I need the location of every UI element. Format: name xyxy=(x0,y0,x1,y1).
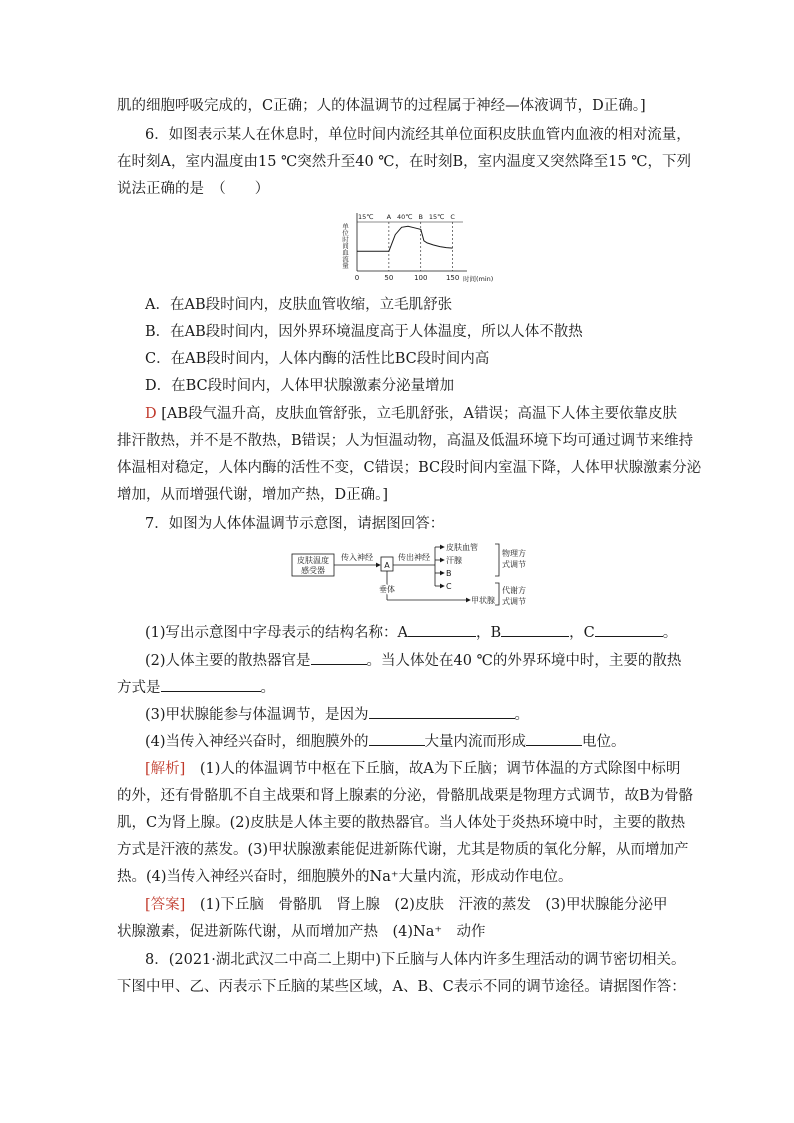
physical-bracket xyxy=(495,544,499,576)
answer-6-line xyxy=(145,405,677,423)
answer-6-line: 体温相对稳定，人体内酶的活性不变，C错误；BC段时间内室温下降，人体甲状腺激素分泌 xyxy=(117,460,702,476)
text: 。 xyxy=(260,680,275,696)
efferent-label: 传出神经 xyxy=(398,553,430,562)
physical-label: 物理方 xyxy=(502,549,526,558)
blood-flow-chart xyxy=(335,205,495,287)
segment-label: 15℃ xyxy=(358,213,374,221)
target-label: 皮肤血管 xyxy=(446,543,478,552)
answer-blank[interactable] xyxy=(595,622,663,637)
answer-letter: D xyxy=(145,406,157,422)
segment-label: C xyxy=(450,213,455,221)
explanation-line: 肌，C为肾上腺。(2)皮肤是人体主要的散热器官。当人体处于炎热环境中时，主要的散热 xyxy=(117,815,686,831)
answer-6-line: 增加，从而增强代谢，增加产热，D正确。] xyxy=(117,487,389,503)
text: (3)甲状腺能参与体温调节，是因为 xyxy=(145,707,369,723)
option-c: C．在AB段时间内，人体内酶的活性比BC段时间内高 xyxy=(145,351,490,367)
thyroid-label: 甲状腺 xyxy=(471,596,495,605)
question-6-line: 在时刻A，室内温度由15 ℃突然升至40 ℃，在时刻B，室内温度又突然降至15 ℃，下列 xyxy=(117,154,691,170)
x-axis-label: 时间(min) xyxy=(463,275,494,283)
pituitary-label: 垂体 xyxy=(379,585,395,594)
answer-blank[interactable] xyxy=(161,677,261,692)
segment-label: A xyxy=(386,213,392,221)
x-tick-label: 50 xyxy=(384,274,394,282)
question-7-part-2 xyxy=(145,650,681,670)
option-d: D．在BC段时间内，人体甲状腺激素分泌量增加 xyxy=(145,378,455,394)
explanation-line: 的外，还有骨骼肌不自主战栗和肾上腺素的分泌，骨骼肌战栗是物理方式调节，故B为骨骼 xyxy=(117,788,694,804)
answer-blank[interactable] xyxy=(369,731,425,746)
physical-label: 式调节 xyxy=(502,560,526,569)
text: 。 xyxy=(514,707,530,723)
answer-line: 状腺激素，促进新陈代谢，从而增加产热 (4)Na⁺ 动作 xyxy=(117,924,486,940)
question-7-part-3 xyxy=(145,704,529,724)
answer-tag: [答案] xyxy=(145,897,186,913)
text: ，B xyxy=(476,625,502,641)
explanation-text: (1)人的体温调节中枢在下丘脑，故A为下丘脑；调节体温的方式除图中标明 xyxy=(185,761,681,777)
answer-text: [AB段气温升高，皮肤血管舒张，立毛肌舒张，A错误；高温下人体主要依靠皮肤 xyxy=(161,406,678,422)
explanation-line xyxy=(145,760,680,778)
explanation-line: 方式是汗液的蒸发。(3)甲状腺激素能促进新陈代谢，尤其是物质的氧化分解，从而增加产 xyxy=(117,842,689,858)
text: (1)写出示意图中字母表示的结构名称：A xyxy=(145,625,409,641)
text: (4)当传入神经兴奋时，细胞膜外的 xyxy=(145,734,369,750)
answer-blank[interactable] xyxy=(408,622,476,637)
question-8-line: 下图中甲、乙、丙表示下丘脑的某些区域，A、B、C表示不同的调节途径。请据图作答： xyxy=(117,979,686,995)
question-7-line: 7．如图为人体体温调节示意图，请据图回答： xyxy=(145,516,445,532)
question-7-part-1 xyxy=(145,622,677,642)
option-a: A．在AB段时间内，皮肤血管收缩，立毛肌舒张 xyxy=(145,297,453,313)
metabolic-label: 代谢方 xyxy=(502,586,526,595)
question-6-line: 6．如图表示某人在休息时，单位时间内流经其单位面积皮肤血管内血液的相对流量， xyxy=(145,127,691,143)
text: 方式是 xyxy=(117,680,161,696)
thermoregulation-diagram xyxy=(290,540,540,606)
segment-label: B xyxy=(418,213,423,221)
text: 。当人体处在40 ℃的外界环境中时，主要的散热 xyxy=(366,653,682,669)
answer-blank[interactable] xyxy=(501,622,569,637)
y-axis-label: 单位时间血流量 xyxy=(341,223,349,269)
text: 。 xyxy=(662,625,678,641)
afferent-label: 传入神经 xyxy=(341,553,373,562)
x-tick-label: 100 xyxy=(414,274,428,282)
answer-blank[interactable] xyxy=(311,650,367,665)
explanation-tag: [解析] xyxy=(145,761,186,777)
answer-blank[interactable] xyxy=(369,704,515,719)
receptor-label: 感受器 xyxy=(301,566,325,575)
center-label: A xyxy=(384,561,390,570)
text-line: 肌的细胞呼吸完成的，C正确；人的体温调节的过程属于神经—体液调节，D正确。] xyxy=(117,98,646,114)
question-6-line: 说法正确的是 （ ） xyxy=(117,181,270,197)
target-label: C xyxy=(446,582,452,591)
answer-line xyxy=(145,896,667,914)
target-label: B xyxy=(446,569,452,578)
blood-flow-series-line xyxy=(357,226,453,251)
question-8-line: 8．(2021·湖北武汉二中高二上期中)下丘脑与人体内许多生理活动的调节密切相关。 xyxy=(145,952,686,968)
option-b: B．在AB段时间内，因外界环境温度高于人体温度，所以人体不散热 xyxy=(145,324,583,340)
text: 大量内流而形成 xyxy=(424,734,527,750)
question-7-part-4 xyxy=(145,731,626,751)
chart-marks xyxy=(357,226,453,251)
x-tick-label: 150 xyxy=(445,274,460,282)
target-label: 汗腺 xyxy=(446,556,462,565)
text: ，C xyxy=(569,625,595,641)
explanation-line: 热。(4)当传入神经兴奋时，细胞膜外的Na⁺大量内流，形成动作电位。 xyxy=(117,869,573,885)
answer-6-line: 排汗散热，并不是不散热，B错误；人为恒温动物，高温及低温环境下均可通过调节来维持 xyxy=(117,433,694,449)
question-7-part-2 xyxy=(117,677,275,697)
text: (2)人体主要的散热器官是 xyxy=(145,653,311,669)
chart-axes xyxy=(341,213,493,283)
answer-blank[interactable] xyxy=(526,731,582,746)
metabolic-label: 式调节 xyxy=(502,597,526,606)
receptor-label: 皮肤温度 xyxy=(297,556,329,565)
x-tick-label: 0 xyxy=(354,274,360,282)
answer-text: (1)下丘脑 骨骼肌 肾上腺 (2)皮肤 汗液的蒸发 (3)甲状腺能分泌甲 xyxy=(185,897,668,913)
segment-label: 40℃ xyxy=(397,213,413,221)
text: 电位。 xyxy=(582,734,626,750)
segment-label: 15℃ xyxy=(428,213,445,221)
metabolic-bracket xyxy=(495,583,499,605)
